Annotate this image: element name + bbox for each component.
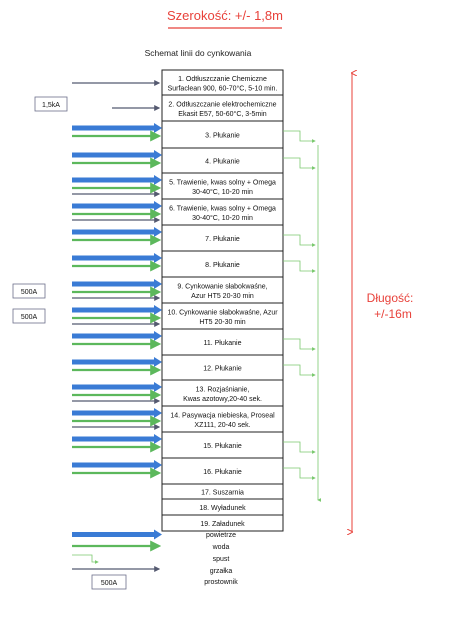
air-pipe-arrowhead (154, 253, 162, 263)
drain-line (283, 158, 315, 168)
station-9 (162, 277, 283, 303)
station-label: 6. Trawienie, kwas solny + Omega (169, 205, 276, 213)
air-pipe-arrow (72, 178, 154, 183)
air-pipe-arrowhead (154, 460, 162, 470)
station-label: 5. Trawienie, kwas solny + Omega (169, 179, 276, 187)
drain-line (283, 468, 315, 478)
station-parameters: Azur HT5 20-30 min (191, 293, 254, 300)
stations (162, 70, 283, 531)
station-10 (162, 303, 283, 329)
air-pipe-arrow (72, 308, 154, 313)
station-1 (162, 70, 283, 95)
air-pipe-arrow (72, 153, 154, 158)
air-pipe-arrow (72, 334, 154, 339)
legend-air-swatch (72, 532, 154, 537)
width-label: Szerokość: +/- 1,8m (167, 8, 283, 23)
station-label: 3. Płukanie (205, 132, 240, 140)
station-6 (162, 199, 283, 225)
air-pipe-arrow (72, 385, 154, 390)
air-pipe-arrow (72, 256, 154, 261)
drain-line (283, 235, 315, 245)
air-pipe-arrow (72, 411, 154, 416)
station-label: 11. Płukanie (203, 340, 242, 347)
legend-heater-label: grzałka (209, 568, 233, 575)
air-pipe-arrowhead (154, 382, 162, 392)
station-7 (162, 225, 283, 251)
station-label: 18. Wyładunek (199, 505, 246, 512)
legend-water-label: woda (212, 544, 230, 551)
drain-line (283, 131, 315, 141)
air-pipe-arrow (72, 204, 154, 209)
station-parameters: 30-40°C, 10-20 min (192, 189, 253, 196)
legend-air-arrowhead (154, 530, 162, 540)
air-pipe-arrowhead (154, 175, 162, 185)
station-parameters: HT5 20-30 min (199, 319, 246, 326)
drain-line (283, 261, 315, 271)
air-pipe-arrowhead (154, 408, 162, 418)
air-pipe-arrowhead (154, 201, 162, 211)
station-label: 14. Pasywacja niebieska, Proseal (170, 412, 275, 420)
station-parameters: XZ111, 20-40 sek. (194, 422, 251, 429)
station-4 (162, 148, 283, 173)
station-parameters: Ekasit E57, 50-60°C, 3-5min (178, 111, 267, 118)
station-label: 2. Odtłuszczanie elektrochemiczne (168, 101, 277, 109)
legend (72, 530, 238, 590)
legend-rectifier-example: 500A (100, 580, 118, 587)
rectifier-2 (13, 284, 45, 298)
air-pipe-arrowhead (154, 227, 162, 237)
station-parameters: 30-40°C, 10-20 min (192, 215, 253, 222)
air-pipe-arrowhead (154, 279, 162, 289)
station-label: 9. Cynkowanie słabokwaśne, (177, 283, 268, 291)
air-pipe-arrowhead (154, 150, 162, 160)
station-16 (162, 458, 283, 484)
air-pipe-arrow (72, 437, 154, 442)
rectifier-3 (13, 309, 45, 323)
air-pipe-arrowhead (154, 357, 162, 367)
air-pipe-arrowhead (154, 123, 162, 133)
station-label: 15. Płukanie (203, 443, 242, 450)
air-pipe-arrow (72, 360, 154, 365)
drain-line (283, 442, 315, 452)
air-pipe-arrow (72, 463, 154, 468)
station-label: 10. Cynkowanie słabokwaśne, Azur (167, 309, 278, 317)
station-11 (162, 329, 283, 355)
station-parameters: Kwas azotowy,20-40 sek. (183, 396, 262, 403)
station-2 (162, 95, 283, 121)
air-pipe-arrow (72, 230, 154, 235)
air-pipe-arrowhead (154, 305, 162, 315)
rectifier-label: 500A (20, 314, 38, 321)
station-14 (162, 406, 283, 432)
station-label: 7. Płukanie (205, 236, 240, 243)
air-pipe-arrow (72, 126, 154, 131)
air-pipe-arrowhead (154, 434, 162, 444)
station-label: 16. Płukanie (203, 469, 242, 476)
station-label: 1. Odtłuszczanie Chemiczne (178, 76, 267, 83)
drain-line (283, 365, 315, 375)
air-pipe-arrowhead (154, 331, 162, 341)
drain-line (283, 339, 315, 349)
station-label: 19. Załadunek (200, 521, 245, 528)
station-19 (162, 515, 283, 531)
station-label: 12. Płukanie (203, 365, 242, 373)
legend-air-label: powietrze (206, 532, 236, 539)
rectifier-1 (35, 97, 67, 111)
station-parameters: Surfaclean 900, 60-70°C, 5-10 min. (167, 85, 278, 93)
legend-drain-swatch (72, 555, 98, 562)
station-label: 8. Płukanie (205, 262, 240, 269)
station-17 (162, 484, 283, 499)
station-5 (162, 173, 283, 199)
station-13 (162, 380, 283, 406)
station-label: 4. Płukanie (205, 158, 240, 166)
station-12 (162, 355, 283, 380)
rectifiers (13, 97, 67, 323)
legend-rectifier-label: prostownik (204, 579, 238, 586)
length-label: Długość: (366, 291, 414, 305)
length-value: +/-16m (374, 307, 412, 321)
station-18 (162, 499, 283, 515)
legend-drain-label: spust (212, 556, 230, 563)
station-3 (162, 121, 283, 148)
rectifier-label: 500A (20, 289, 38, 296)
rectifier-label: 1,5kA (42, 102, 60, 109)
station-label: 13. Rozjaśnianie, (195, 386, 250, 394)
station-label: 17. Suszarnia (201, 489, 244, 497)
air-pipe-arrow (72, 282, 154, 287)
diagram-title: Schemat linii do cynkowania (144, 48, 252, 58)
station-8 (162, 251, 283, 277)
station-15 (162, 432, 283, 458)
